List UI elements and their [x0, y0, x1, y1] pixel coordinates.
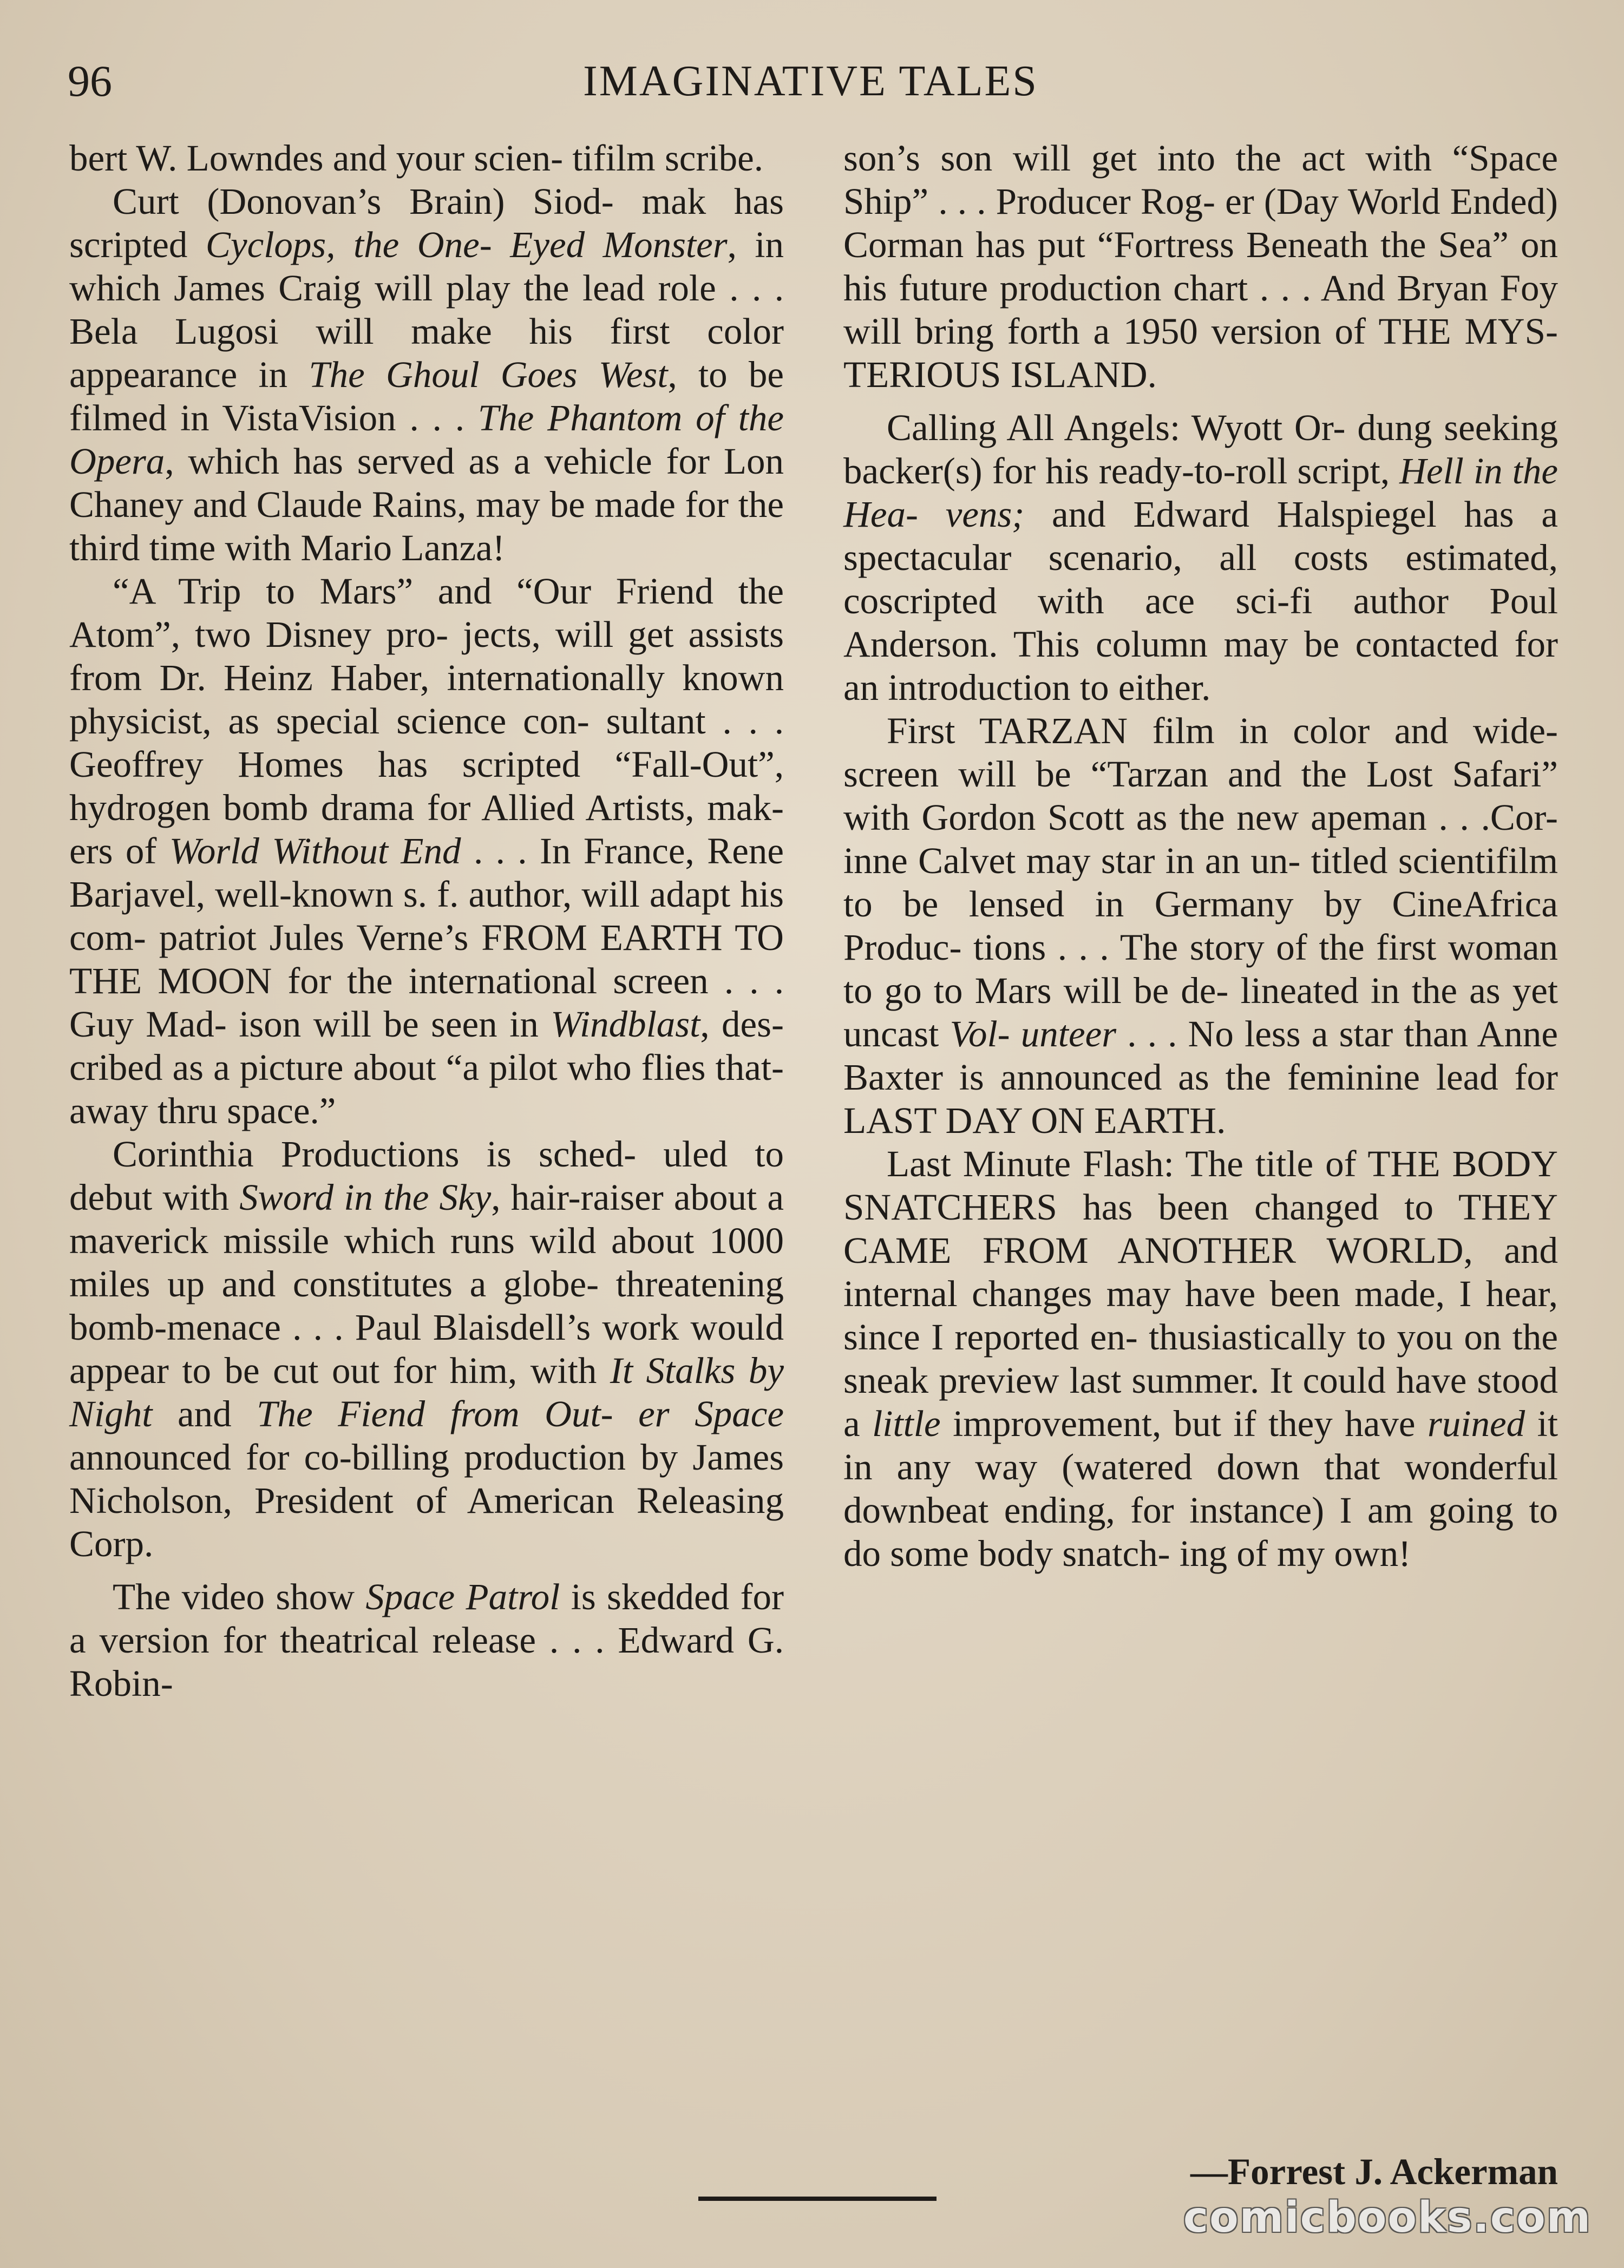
page-number: 96 — [68, 56, 112, 106]
paragraph: Last Minute Flash: The title of THE BODY SNATCHERS has been changed to THEY CAME FROM ANOTHER WORLD, and internal changes may have been made, I hear, since I reported en- thusiastically to you on the sneak preview last summer. It could have stood a little improvement, but if they have ruined it in any way (watered down that wonderful downbeat ending, for instance) I am going to do some body snatch- ing of my own! — [843, 1143, 1558, 1574]
paragraph: bert W. Lowndes and your scien- tifilm scribe. — [69, 137, 763, 179]
watermark: comicbooks.com — [1183, 2193, 1592, 2242]
author-byline: —Forrest J. Ackerman — [1190, 2151, 1558, 2192]
paragraph: Curt (Donovan’s Brain) Siod- mak has scripted Cyclops, the One- Eyed Monster, in which James Craig will play the lead role . . . Bela Lugosi will make his first color appearance in The Ghoul Goes West, to be filmed in VistaVision . . . The Phantom of the Opera, which has served as a vehicle for Lon Chaney and Claude Rains, may be made for the third time with Mario Lanza! — [69, 181, 784, 568]
paragraph: son’s son will get into the act with “Space Ship” . . . Producer Rog- er (Day World Ended) Corman has put “Fortress Beneath the Sea” on his future production chart . . . And Bryan Foy will bring forth a 1950 version of THE MYS- TERIOUS ISLAND. — [843, 137, 1558, 395]
paragraph: The video show Space Patrol is skedded for a version for theatrical release . . . Edward G. Robin- — [69, 1576, 784, 1704]
running-title: IMAGINATIVE TALES — [583, 57, 1038, 105]
right-column — [843, 136, 1558, 1575]
paragraph: Calling All Angels: Wyott Or- dung seeking backer(s) for his ready-to-roll script, Hell in the Hea- vens; and Edward Halspiegel has a spectacular scenario, all costs estimated, coscripted with ace sci-fi author Poul Anderson. This column may be contacted for an introduction to either. — [843, 407, 1558, 708]
closing-rule — [698, 2197, 937, 2201]
paragraph: “A Trip to Mars” and “Our Friend the Atom”, two Disney pro- jects, will get assists from Dr. Heinz Haber, internationally known physicist, as special science con- sultant . . . Geoffrey Homes has scripted “Fall-Out”, hydrogen bomb drama for Allied Artists, mak- ers of World Without End . . . In France, Rene Barjavel, well-known s. f. author, will adapt his com- patriot Jules Verne’s FROM EARTH TO THE MOON for the international screen . . . Guy Mad- ison will be seen in Windblast, des- cribed as a picture about “a pilot who flies that-away thru space.” — [69, 571, 784, 1131]
left-column — [69, 136, 784, 1705]
paragraph: First TARZAN film in color and wide-screen will be “Tarzan and the Lost Safari” with Gordon Scott as the new apeman . . .Cor- inne Calvet may star in an un- titled scientifilm to be lensed in Germany by CineAfrica Produc- tions . . . The story of the first woman to go to Mars will be de- lineated in the as yet uncast Vol- unteer . . . No less a star than Anne Baxter is announced as the feminine lead for LAST DAY ON EARTH. — [843, 710, 1558, 1141]
paragraph: Corinthia Productions is sched- uled to debut with Sword in the Sky, hair-raiser about a maverick missile which runs wild about 1000 miles up and constitutes a globe- threatening bomb-menace . . . Paul Blaisdell’s work would appear to be cut out for him, with It Stalks by Night and The Fiend from Out- er Space announced for co-billing production by James Nicholson, President of American Releasing Corp. — [69, 1133, 784, 1564]
page-header — [68, 51, 1554, 111]
